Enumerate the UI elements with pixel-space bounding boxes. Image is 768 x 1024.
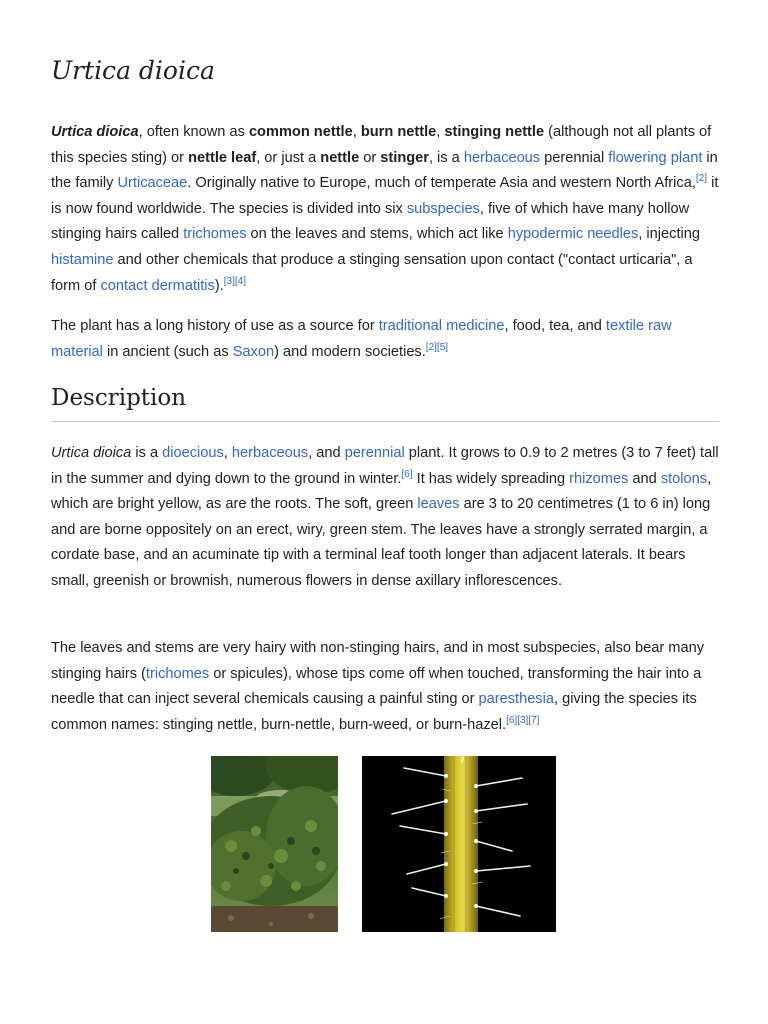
text: are 3 to 20 centimetres (1 to 6 in) long and are borne oppositely on an erect, wiry, green stem. The leaves have a strongly serrated margin, a cordate base, and an acuminate tip with a terminal leaf tooth longer than adjacent laterals. It bears small, greenish or brownish, numerous flowers in dense axillary inflorescences. [51,496,711,589]
link-leaves[interactable]: leaves [417,496,460,513]
nettle-plant-image [211,756,338,932]
text: perennial [540,149,609,166]
link-paresthesia[interactable]: paresthesia [478,691,554,708]
description-paragraph-2 [51,636,719,738]
common-name: nettle [320,149,360,166]
text: ) and modern societies. [274,343,426,360]
text: , giving the species its common names: stinging nettle, burn-nettle, burn-weed, or burn-hazel. [51,691,697,733]
link-herbaceous[interactable]: herbaceous [463,149,541,166]
text: The leaves and stems are very hairy with non-stinging hairs, and in most subspecies, also bear many stinging hairs ( [51,640,704,682]
stinging-hairs-image [362,756,556,932]
text: and [628,470,661,487]
citation-3-4[interactable]: [3][4] [223,275,247,287]
link-subspecies[interactable]: subspecies [406,200,480,217]
link-urticaceae[interactable]: Urticaceae [117,175,188,192]
citation-2-5[interactable]: [2][5] [425,341,449,353]
text: , [436,124,445,140]
text: , food, tea, and [504,318,606,334]
link-saxon[interactable]: Saxon [232,343,275,360]
text: , and [308,445,345,461]
link-trichomes[interactable]: trichomes [145,665,210,682]
text: , which are bright yellow, as are the roots. The soft, green [51,470,712,513]
citation-6-3-7[interactable]: [6][3][7] [506,714,540,726]
common-name: burn nettle [360,124,437,140]
text: It has widely spreading [412,470,570,487]
link-traditional-medicine[interactable]: traditional medicine [378,318,505,334]
species-name: Urtica dioica [51,445,132,461]
text: , [223,445,232,461]
link-rhizomes[interactable]: rhizomes [569,470,629,487]
text: in the family [51,149,718,192]
species-name: Urtica dioica [51,124,139,140]
link-stolons[interactable]: stolons [660,470,708,487]
text: , injecting [638,226,700,243]
common-name: common nettle [248,124,353,140]
text: is a [131,445,163,461]
text: it is now found worldwide. The species is divided into six [51,175,719,217]
link-hypodermic-needles[interactable]: hypodermic needles [507,226,639,243]
text: and other chemicals that produce a stinging sensation upon contact ("contact urticaria", a form of [51,251,693,294]
link-textile-raw-material[interactable]: textile raw material [51,318,672,360]
link-trichomes[interactable]: trichomes [183,226,247,243]
text: , five of which have many hollow stinging hairs called [51,200,690,243]
description-paragraph-1 [51,441,719,595]
link-flowering-plant[interactable]: flowering plant [608,149,703,166]
text: on the leaves and stems, which act like [246,226,508,243]
nettle-plant-photo[interactable] [211,756,338,932]
common-name: stinging nettle [444,124,545,140]
section-heading-description: Description [51,385,719,422]
stinging-hairs-photo[interactable] [362,756,556,932]
common-name: stinger [380,149,429,166]
text: , [352,124,361,140]
link-herbaceous[interactable]: herbaceous [231,445,309,461]
text: or [359,149,381,166]
text: , often known as [138,124,249,140]
link-dioecious[interactable]: dioecious [162,445,224,461]
text: plant. It grows to 0.9 to 2 metres (3 to 7 feet) tall in the summer and dying down to the ground in winter. [51,445,719,487]
link-histamine[interactable]: histamine [51,251,114,268]
text: ). [214,277,224,294]
citation-6[interactable]: [6] [401,468,413,480]
text: (although not all plants of this species sting) or [51,124,712,166]
link-contact-dermatitis[interactable]: contact dermatitis [100,277,215,294]
citation-2[interactable]: [2] [695,173,708,185]
page-title: Urtica dioica [51,56,215,85]
history-paragraph [51,314,719,365]
text: The plant has a long history of use as a source for [51,318,379,334]
intro-paragraph [51,120,719,299]
link-perennial[interactable]: perennial [344,445,405,461]
text: . Originally native to Europe, much of temperate Asia and western North Africa, [187,175,696,192]
common-name: nettle leaf [188,149,257,166]
text: or spicules), whose tips come off when touched, transforming the hair into a needle that can inject several chemicals causing a painful sting or [51,665,702,708]
text: , is a [428,149,464,166]
text: , or just a [256,149,321,166]
text: in ancient (such as [102,343,233,360]
